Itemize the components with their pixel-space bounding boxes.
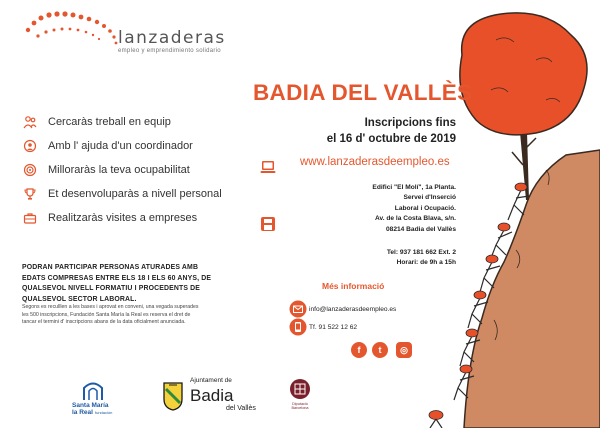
contact-hours: Horari: de 9h a 15h	[396, 259, 456, 267]
diputacio-line: Diputació	[292, 402, 308, 406]
email-link[interactable]: info@lanzaderasdeempleo.es	[309, 306, 397, 313]
target-icon	[22, 162, 38, 178]
address-block	[304, 183, 456, 235]
benefit-item	[22, 134, 262, 158]
benefit-text: Amb l' ajuda d'un coordinador	[48, 140, 193, 152]
brand-name: lanzaderas	[118, 28, 226, 48]
lanzaderas-logo-dots	[20, 8, 130, 60]
benefits-list	[22, 110, 262, 230]
eligibility-line: QUALSEVOL NIVELL FORMATIU I PROCEDENTS DE	[22, 285, 201, 292]
note-line: Segons es reculllen a les bases i aprovat en conveni, una vegada superades	[22, 304, 199, 310]
benefit-text: Cercaràs treball en equip	[48, 116, 171, 128]
diputacio-seal-icon	[289, 378, 311, 400]
benefit-text: Et desenvoluparàs a nivell personal	[48, 188, 222, 200]
santa-maria-fundacion: fundación	[95, 410, 113, 415]
inscriptions-deadline-line1: Inscripcions fins	[364, 117, 456, 129]
address-line: Av. de la Costa Blava, s/n.	[375, 215, 456, 223]
twitter-icon[interactable]: t	[372, 342, 388, 358]
building-icon	[260, 216, 276, 232]
people-icon	[22, 114, 38, 130]
benefit-item	[22, 206, 262, 230]
facebook-icon[interactable]: f	[351, 342, 367, 358]
benefit-text: Milloraràs la teva ocupabilitat	[48, 164, 190, 176]
badia-shield-icon	[162, 381, 184, 411]
note-line: tancar el termini d' inscripcions abans de la data oficialment anunciada.	[22, 319, 186, 325]
eligibility-line: QUALSEVOL SECTOR LABORAL.	[22, 295, 137, 303]
note-line: les 500 inscripcions, Fundación Santa María la Real es reserva el dret de	[22, 311, 191, 318]
diputacio-text	[280, 402, 320, 410]
ajuntament-name: Badia	[190, 386, 234, 405]
address-line: Edifici "El Molí", 1a Planta.	[372, 184, 456, 191]
contact-block	[304, 248, 456, 269]
eligibility-text	[22, 263, 274, 305]
benefit-text: Realitzaràs visites a empreses	[48, 212, 198, 224]
address-line: Servei d'Inserció	[403, 194, 456, 202]
ajuntament-label: Ajuntament de	[190, 377, 232, 384]
website-link[interactable]: www.lanzaderasdeempleo.es	[300, 156, 450, 168]
mail-icon	[289, 300, 307, 318]
more-info-title: Més informació	[322, 281, 385, 291]
brand-tagline: empleo y emprendimiento solidario	[118, 48, 221, 54]
diputacio-line: Barcelona	[291, 406, 309, 411]
benefit-item	[22, 158, 262, 182]
eligibility-line: PODRAN PARTICIPAR PERSONAS ATURADES AMB	[22, 264, 199, 271]
benefit-item	[22, 110, 262, 134]
page-title: BADIA DEL VALLÈS	[253, 80, 473, 105]
address-line: 08214 Badia del Vallès	[385, 225, 456, 233]
coordinator-icon	[22, 138, 38, 154]
registration-note	[22, 304, 282, 327]
briefcase-icon	[22, 210, 38, 226]
santa-maria-name-2: la Real	[72, 409, 93, 416]
contact-phone: Tel: 937 181 662 Ext. 2	[386, 249, 456, 256]
inscriptions-deadline-line2: el 16 d' octubre de 2019	[326, 133, 456, 145]
santa-maria-name: Santa María	[72, 402, 109, 409]
phone-number: Tf. 91 522 12 62	[309, 324, 358, 331]
ajuntament-sub: del Vallès	[226, 405, 256, 412]
trophy-icon	[22, 186, 38, 202]
instagram-icon[interactable]: ◎	[396, 342, 412, 358]
laptop-icon	[260, 160, 276, 174]
address-line: Laboral i Ocupació.	[394, 204, 456, 212]
eligibility-line: EDATS COMPRESAS ENTRE ELS 18 I ELS 60 ANYS, DE	[22, 274, 212, 282]
phone-icon	[289, 318, 307, 336]
benefit-item	[22, 182, 262, 206]
